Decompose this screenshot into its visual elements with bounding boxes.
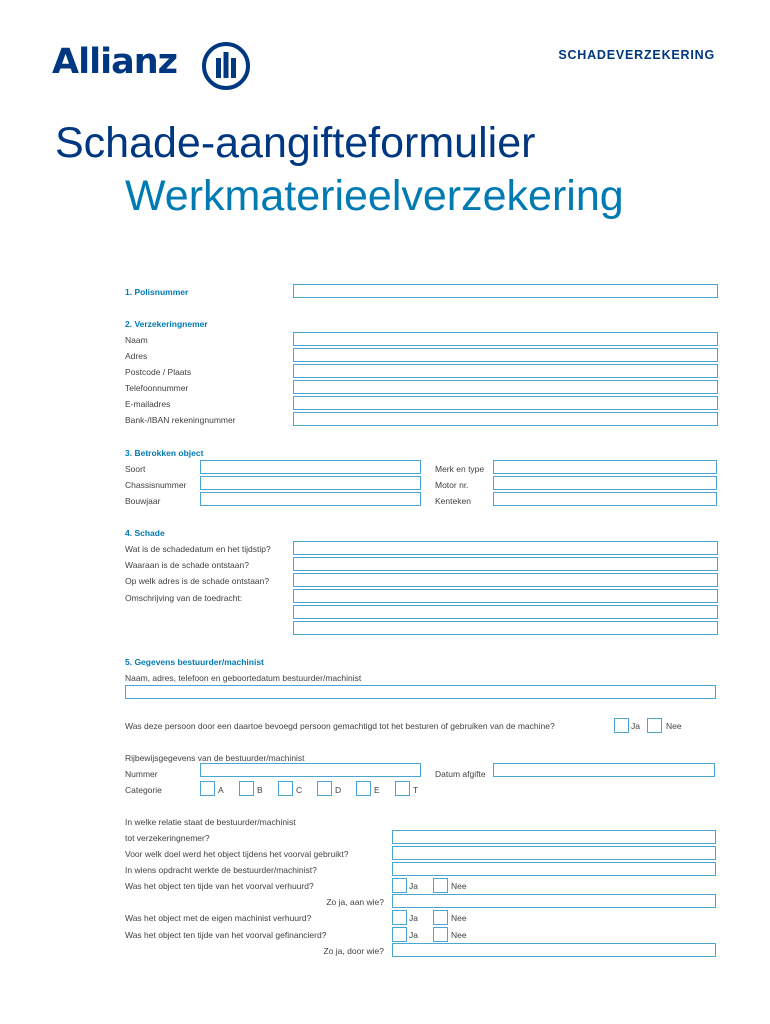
categorie-a-checkbox[interactable] (200, 781, 215, 796)
oorzaak-field[interactable] (293, 557, 718, 571)
motor-nr-field[interactable] (493, 476, 717, 490)
eigen-machinist-question: Was het object met de eigen machinist verhuurd? (125, 913, 312, 923)
chassisnummer-label: Chassisnummer (125, 480, 187, 490)
toedracht-label: Omschrijving van de toedracht: (125, 593, 243, 603)
bestuurder-gegevens-field[interactable] (125, 685, 716, 699)
section-polisnummer-heading: 1. Polisnummer (125, 287, 189, 297)
verhuurd-ja-checkbox[interactable] (392, 878, 407, 893)
gemachtigd-question: Was deze persoon door een daartoe bevoegd persoon gemachtigd tot het besturen of gebruiken van de machine? (125, 721, 555, 731)
merk-type-label: Merk en type (435, 464, 485, 474)
doel-field[interactable] (392, 846, 716, 860)
gemachtigd-ja-checkbox[interactable] (614, 718, 629, 733)
eigen-machinist-nee-label: Nee (451, 913, 467, 923)
gemachtigd-nee-checkbox[interactable] (647, 718, 662, 733)
categorie-d-label: D (335, 785, 342, 795)
schadedatum-label: Wat is de schadedatum en het tijdstip? (125, 544, 271, 554)
emailadres-field[interactable] (293, 396, 718, 410)
section-verzekeringnemer-heading: 2. Verzekeringnemer (125, 319, 208, 329)
bouwjaar-label: Bouwjaar (125, 496, 161, 506)
verhuurd-aan-wie-field[interactable] (392, 894, 716, 908)
allianz-logo-text: Allianz (52, 42, 177, 82)
categorie-c-label: C (296, 785, 303, 795)
gefinancierd-door-wie-label: Zo ja, door wie? (323, 946, 384, 956)
categorie-e-label: E (374, 785, 380, 795)
page-subtitle: Werkmaterieelverzekering (125, 172, 624, 220)
postcode-plaats-label: Postcode / Plaats (125, 367, 192, 377)
datum-afgifte-label: Datum afgifte (435, 769, 486, 779)
chassisnummer-field[interactable] (200, 476, 421, 490)
categorie-b-label: B (257, 785, 263, 795)
eigen-machinist-ja-label: Ja (409, 913, 418, 923)
merk-type-field[interactable] (493, 460, 717, 474)
categorie-e-checkbox[interactable] (356, 781, 371, 796)
toedracht-field-3[interactable] (293, 621, 718, 635)
relatie-field[interactable] (392, 830, 716, 844)
gefinancierd-nee-label: Nee (451, 930, 467, 940)
telefoonnummer-field[interactable] (293, 380, 718, 394)
categorie-d-checkbox[interactable] (317, 781, 332, 796)
verhuurd-ja-label: Ja (409, 881, 418, 891)
toedracht-field-2[interactable] (293, 605, 718, 619)
soort-field[interactable] (200, 460, 421, 474)
emailadres-label: E-mailadres (125, 399, 171, 409)
motor-nr-label: Motor nr. (435, 480, 469, 490)
soort-label: Soort (125, 464, 146, 474)
categorie-t-checkbox[interactable] (395, 781, 410, 796)
bouwjaar-field[interactable] (200, 492, 421, 506)
categorie-c-checkbox[interactable] (278, 781, 293, 796)
document-type: SCHADEVERZEKERING (558, 48, 715, 62)
bestuurder-gegevens-label: Naam, adres, telefoon en geboortedatum bestuurder/machinist (125, 673, 362, 683)
categorie-label: Categorie (125, 785, 162, 795)
kenteken-field[interactable] (493, 492, 717, 506)
relatie-question-line1: In welke relatie staat de bestuurder/machinist (125, 817, 296, 827)
gemachtigd-nee-label: Nee (666, 721, 682, 731)
adres-label: Adres (125, 351, 148, 361)
section-betrokken-object-heading: 3. Betrokken object (125, 448, 204, 458)
relatie-question-line2: tot verzekeringnemer? (125, 833, 210, 843)
schade-adres-field[interactable] (293, 573, 718, 587)
telefoonnummer-label: Telefoonnummer (125, 383, 189, 393)
verhuurd-nee-checkbox[interactable] (433, 878, 448, 893)
section-bestuurder-heading: 5. Gegevens bestuurder/machinist (125, 657, 264, 667)
page-title: Schade-aangifteformulier (55, 119, 536, 167)
iban-label: Bank-/IBAN rekeningnummer (125, 415, 236, 425)
iban-field[interactable] (293, 412, 718, 426)
gefinancierd-door-wie-field[interactable] (392, 943, 716, 957)
gefinancierd-ja-label: Ja (409, 930, 418, 940)
naam-field[interactable] (293, 332, 718, 346)
eigen-machinist-ja-checkbox[interactable] (392, 910, 407, 925)
schadedatum-field[interactable] (293, 541, 718, 555)
rijbewijs-heading: Rijbewijsgegevens van de bestuurder/machinist (125, 753, 305, 763)
categorie-a-label: A (218, 785, 224, 795)
verhuurd-question: Was het object ten tijde van het voorval verhuurd? (125, 881, 314, 891)
opdracht-question: In wiens opdracht werkte de bestuurder/machinist? (125, 865, 317, 875)
kenteken-label: Kenteken (435, 496, 471, 506)
section-schade-heading: 4. Schade (125, 528, 165, 538)
rijbewijs-nummer-field[interactable] (200, 763, 421, 777)
oorzaak-label: Waaraan is de schade ontstaan? (125, 560, 249, 570)
doel-question: Voor welk doel werd het object tijdens het voorval gebruikt? (125, 849, 349, 859)
allianz-eagle-icon (201, 41, 251, 91)
gemachtigd-ja-label: Ja (631, 721, 640, 731)
datum-afgifte-field[interactable] (493, 763, 715, 777)
gefinancierd-ja-checkbox[interactable] (392, 927, 407, 942)
verhuurd-aan-wie-label: Zo ja, aan wie? (326, 897, 384, 907)
postcode-plaats-field[interactable] (293, 364, 718, 378)
eigen-machinist-nee-checkbox[interactable] (433, 910, 448, 925)
polisnummer-field[interactable] (293, 284, 718, 298)
gefinancierd-question: Was het object ten tijde van het voorval gefinancierd? (125, 930, 327, 940)
schade-adres-label: Op welk adres is de schade ontstaan? (125, 576, 270, 586)
naam-label: Naam (125, 335, 148, 345)
rijbewijs-nummer-label: Nummer (125, 769, 158, 779)
opdracht-field[interactable] (392, 862, 716, 876)
gefinancierd-nee-checkbox[interactable] (433, 927, 448, 942)
verhuurd-nee-label: Nee (451, 881, 467, 891)
categorie-t-label: T (413, 785, 419, 795)
categorie-b-checkbox[interactable] (239, 781, 254, 796)
adres-field[interactable] (293, 348, 718, 362)
toedracht-field-1[interactable] (293, 589, 718, 603)
